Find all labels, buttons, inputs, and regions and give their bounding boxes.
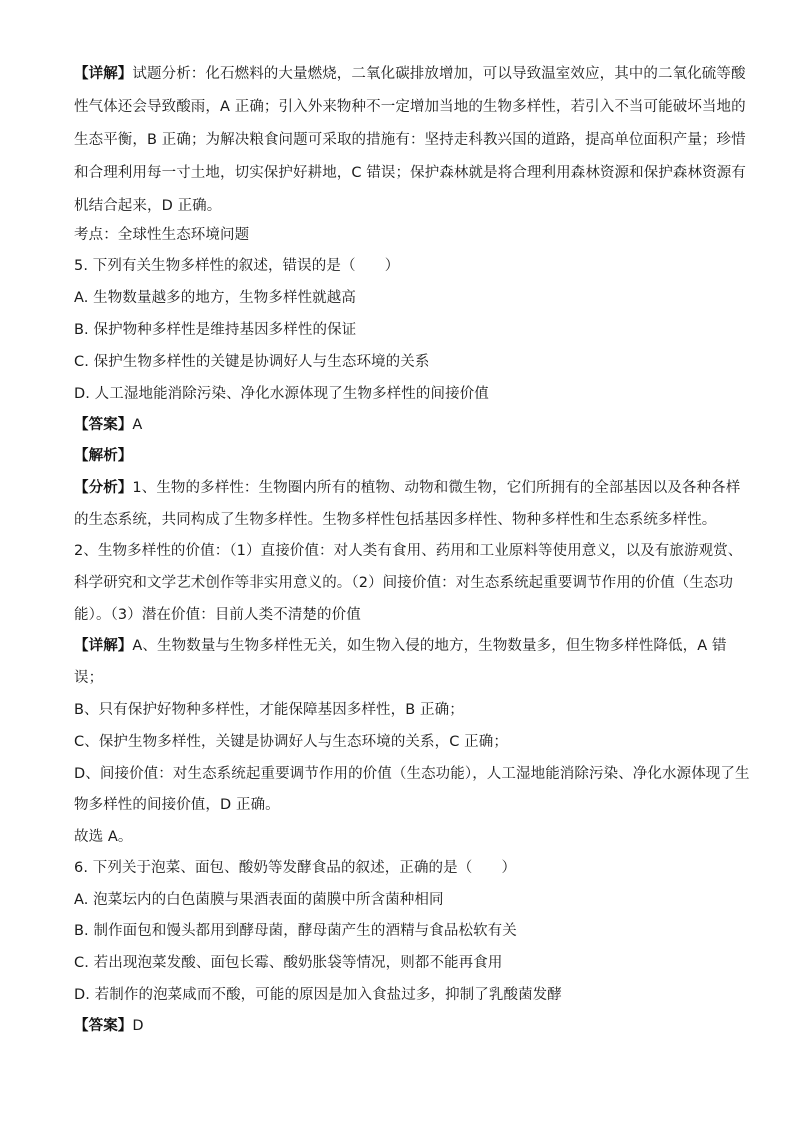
q5-fenxi-line-4: 科学研究和文学艺术创作等非实用意义的。（2）间接价值：对生态系统起重要调节作用的价值（生态功 [74,575,734,591]
q5-fenxi-line-5: 能）。（3）潜在价值：目前人类不清楚的价值 [74,607,361,623]
q6-option-b: B. 制作面包和馒头都用到酵母菌，酵母菌产生的酒精与食品松软有关 [74,923,517,939]
q6-option-d: D. 若制作的泡菜咸而不酸，可能的原因是加入食盐过多，抑制了乳酸菌发酵 [74,987,562,1003]
q6-stem: 6. 下列关于泡菜、面包、酸奶等发酵食品的叙述，正确的是（ ） [74,860,517,876]
q5-answer-line [74,415,734,435]
q5-xiangjie-line-1 [74,636,734,656]
q5-xiangjie-line-4: C、保护生物多样性，关键是协调好人与生态环境的关系，C 正确； [74,734,508,750]
detail-line-2: 性气体还会导致酸雨，A 正确；引入外来物种不一定增加当地的生物多样性，若引入不当可能破坏当地的 [74,99,746,115]
q5-fenxi-line-1 [74,478,741,498]
q5-xiangjie-line-6: 物多样性的间接价值，D 正确。 [74,797,280,813]
q5-answer-tag: 【答案】 [74,417,133,433]
detail-line-3: 生态平衡，B 正确；为解决粮食问题可采取的措施有：坚持走科教兴国的道路，提高单位面积产量；珍惜 [74,132,746,148]
detail-tag: 【详解】 [74,66,133,82]
q6-option-a: A. 泡菜坛内的白色菌膜与果酒表面的菌膜中所含菌种相同 [74,892,444,908]
q5-option-c: C. 保护生物多样性的关键是协调好人与生态环境的关系 [74,354,430,370]
q5-option-a: A. 生物数量越多的地方，生物多样性就越高 [74,290,356,306]
q5-xiangjie-line-3: B、只有保护好物种多样性，才能保障基因多样性，B 正确； [74,702,464,718]
q5-answer-value: A [132,417,143,433]
q5-jiexi-tag: 【解析】 [74,448,133,464]
q5-xiangjie-tag: 【详解】 [74,638,133,654]
q6-option-c: C. 若出现泡菜发酸、面包长霉、酸奶胀袋等情况，则都不能再食用 [74,955,503,971]
q5-fenxi-tag: 【分析】 [74,480,133,496]
q5-xiangjie-line-5: D、间接价值：对生态系统起重要调节作用的价值（生态功能），人工湿地能消除污染、净化水源体现了生 [74,766,750,782]
detail-line-4: 和合理利用每一寸土地，切实保护好耕地，C 错误；保护森林就是将合理利用森林资源和保护森林资源有 [74,165,746,181]
q6-answer-line [74,1016,734,1036]
q5-fenxi-line-2: 的生态系统，共同构成了生物多样性。生物多样性包括基因多样性、物种多样性和生态系统多样性。 [74,512,717,528]
q5-option-d: D. 人工湿地能消除污染、净化水源体现了生物多样性的间接价值 [74,386,489,402]
q5-stem: 5. 下列有关生物多样性的叙述，错误的是（ ） [74,258,400,274]
q5-option-b: B. 保护物种多样性是维持基因多样性的保证 [74,322,357,338]
detail-line-5: 机结合起来，D 正确。 [74,198,222,214]
q5-fenxi-line-3: 2、生物多样性的价值：（1）直接价值：对人类有食用、药用和工业原料等使用意义，以及有旅游观赏、 [74,543,743,559]
q5-fenxi-text: 1、生物的多样性：生物圈内所有的植物、动物和微生物，它们所拥有的全部基因以及各种各样 [132,480,741,496]
kaodian-line: 考点：全球性生态环境问题 [74,227,250,243]
detail-text: 试题分析：化石燃料的大量燃烧，二氧化碳排放增加，可以导致温室效应，其中的二氧化硫等酸 [132,66,746,82]
q5-xiangjie-line-2: 误； [74,670,104,686]
q5-xiangjie-text: A、生物数量与生物多样性无关，如生物入侵的地方，生物数量多，但生物多样性降低，A 错 [132,638,727,654]
q5-xiangjie-line-7: 故选 A。 [74,829,133,845]
q6-answer-tag: 【答案】 [74,1018,133,1034]
detail-line-1 [74,64,746,84]
q5-jiexi-line [74,446,734,466]
q6-answer-value: D [132,1018,144,1034]
